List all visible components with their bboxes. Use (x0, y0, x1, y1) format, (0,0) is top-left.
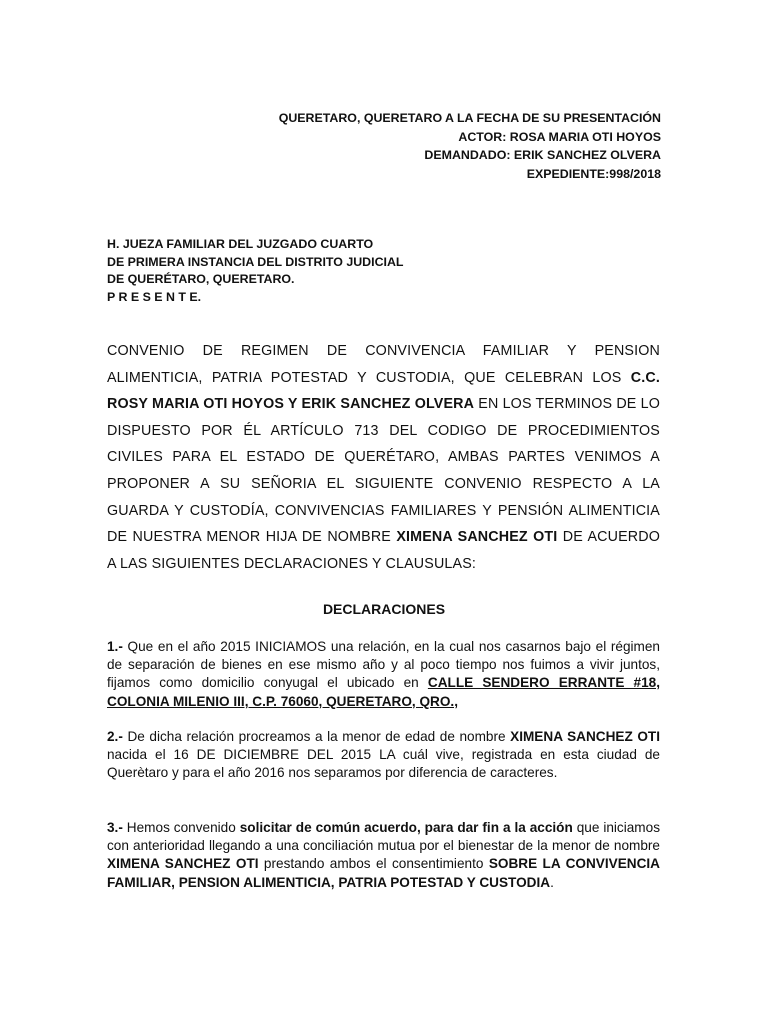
intro-text-3: DE ACUERDO A LAS SIGUIENTES DECLARACIONES Y CLAUSULAS: (107, 529, 660, 572)
addressee-line-2: DE PRIMERA INSTANCIA DEL DISTRITO JUDICIAL (107, 254, 404, 269)
case-number-line: EXPEDIENTE:998/2018 (526, 166, 661, 181)
declaration-text: que iniciamos con anterioridad llegando a una conciliación mutua por el bienestar de la menor de nombre (107, 820, 660, 854)
addressee-block (107, 236, 403, 306)
agreement-subjects: SOBRE LA CONVIVENCIA FAMILIAR, PENSION ALIMENTICIA, PATRIA POTESTAD Y CUSTODIA (107, 856, 660, 890)
declaration-text: Hemos convenido (122, 820, 240, 835)
actor-line: ACTOR: ROSA MARIA OTI HOYOS (458, 129, 661, 144)
child-name: XIMENA SANCHEZ OTI (107, 856, 259, 872)
presente-line: P R E S E N T E. (107, 289, 202, 304)
addressee-line-3: DE QUERÉTARO, QUERETARO. (107, 272, 295, 286)
agreement-phrase: solicitar de común acuerdo, para dar fin a la acción (239, 820, 573, 835)
case-header (279, 109, 661, 183)
declaration-text: Que en el año 2015 INICIAMOS una relación, en la cual nos casarnos bajo el régimen de separación de bienes en ese mismo año y al poco tiempo nos fuimos a vivir juntos, fijamos como domicilio conyugal el ubicado en (107, 639, 660, 691)
address-underlined: CALLE SENDERO ERRANTE #18, COLONIA MILENIO III, C.P. 76060, QUERETARO, QRO., (107, 675, 660, 709)
declaration-text: nacida el 16 DE DICIEMBRE DEL 2015 LA cuál vive, registrada en esta ciudad de Querètaro y para el año 2016 nos separamos por diferencia de caracteres. (107, 747, 660, 781)
place-date-line: QUERETARO, QUERETARO A LA FECHA DE SU PRESENTACIÓN (278, 111, 661, 125)
declaration-2 (107, 728, 660, 783)
defendant-line: DEMANDADO: ERIK SANCHEZ OLVERA (424, 148, 661, 163)
declaration-3 (107, 819, 660, 892)
declaration-text: . (550, 874, 554, 890)
section-title-declaraciones: DECLARACIONES (322, 601, 446, 617)
addressee-line-1: H. JUEZA FAMILIAR DEL JUZGADO CUARTO (107, 237, 374, 251)
declaration-1 (107, 638, 660, 711)
declaration-number: 1.- (107, 639, 123, 654)
intro-text-2: EN LOS TERMINOS DE LO DISPUESTO POR ÉL ARTÍCULO 713 DEL CODIGO DE PROCEDIMIENTOS CIVILES PARA EL ESTADO DE QUERÉTARO, AMBAS PARTES VENIMOS A PROPONER A SU SEÑORIA EL SIGUIENTE CONVENIO RESPECTO A LA GUARDA Y CUSTODÍA, CONVIVENCIAS FAMILIARES Y PENSIÓN ALIMENTICIA DE NUESTRA MENOR HIJA DE NOMBRE (107, 396, 661, 546)
intro-text-1: CONVENIO DE REGIMEN DE CONVIVENCIA FAMILIAR Y PENSION ALIMENTICIA, PATRIA POTESTAD Y CUSTODIA, QUE CELEBRAN LOS (107, 343, 660, 386)
intro-paragraph (107, 338, 660, 577)
parties-names: C.C. ROSY MARIA OTI HOYOS Y ERIK SANCHEZ OLVERA (107, 369, 660, 413)
declaration-text: De dicha relación procreamos a la menor de edad de nombre (122, 729, 511, 744)
child-name: XIMENA SANCHEZ OTI (510, 729, 660, 744)
child-name: XIMENA SANCHEZ OTI (396, 529, 558, 546)
declaration-number: 2.- (107, 729, 123, 744)
declaration-number: 3.- (107, 820, 123, 835)
declaration-text: prestando ambos el consentimiento (258, 856, 489, 872)
